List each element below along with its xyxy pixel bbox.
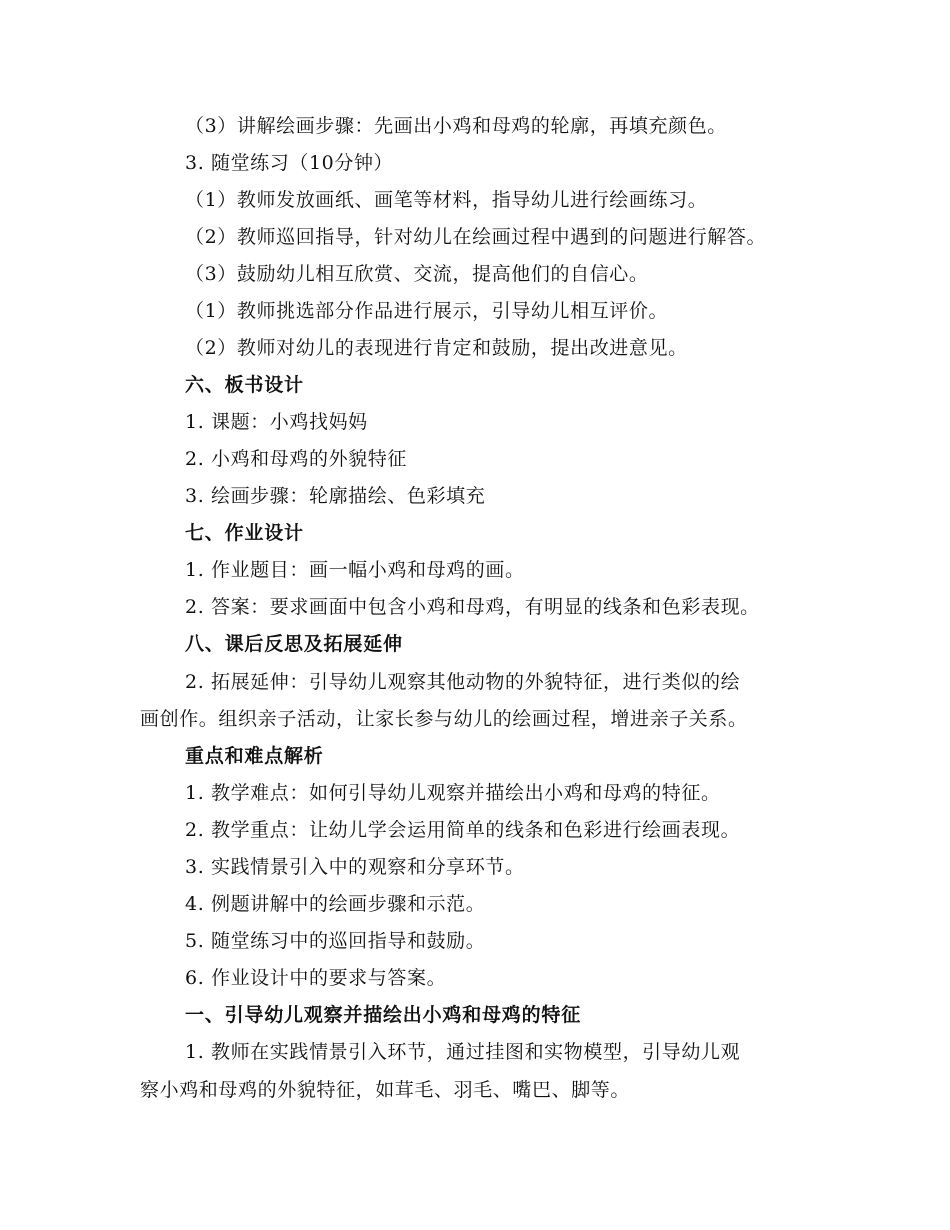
board-item-1: 1. 课题：小鸡找妈妈 bbox=[185, 411, 368, 433]
key-point-3: 3. 实践情景引入中的观察和分享环节。 bbox=[185, 856, 525, 878]
homework-item-1: 1. 作业题目：画一幅小鸡和母鸡的画。 bbox=[185, 559, 525, 581]
practice-item-3: （3）鼓励幼儿相互欣赏、交流，提高他们的自信心。 bbox=[185, 263, 649, 285]
key-point-2: 2. 教学重点：让幼儿学会运用简单的线条和色彩进行绘画表现。 bbox=[185, 819, 741, 841]
key-point-4: 4. 例题讲解中的绘画步骤和示范。 bbox=[185, 893, 486, 915]
display-item-2: （2）教师对幼儿的表现进行肯定和鼓励，提出改进意见。 bbox=[185, 337, 688, 359]
observe-paragraph-line-2: 察小鸡和母鸡的外貌特征，如茸毛、羽毛、嘴巴、脚等。 bbox=[140, 1079, 631, 1101]
heading-observe-features: 一、引导幼儿观察并描绘出小鸡和母鸡的特征 bbox=[185, 1004, 582, 1026]
practice-section-title: 3. 随堂练习（10分钟） bbox=[185, 152, 394, 174]
display-item-1: （1）教师挑选部分作品进行展示，引导幼儿相互评价。 bbox=[185, 300, 669, 322]
heading-homework-design: 七、作业设计 bbox=[185, 522, 304, 544]
board-item-2: 2. 小鸡和母鸡的外貌特征 bbox=[185, 448, 407, 470]
extension-paragraph-line-2: 画创作。组织亲子活动，让家长参与幼儿的绘画过程，增进亲子关系。 bbox=[140, 708, 748, 730]
practice-item-1: （1）教师发放画纸、画笔等材料，指导幼儿进行绘画练习。 bbox=[185, 189, 708, 211]
extension-paragraph-line-1: 2. 拓展延伸：引导幼儿观察其他动物的外貌特征，进行类似的绘 bbox=[185, 671, 741, 693]
board-item-3: 3. 绘画步骤：轮廓描绘、色彩填充 bbox=[185, 485, 486, 507]
step-3-drawing-steps: （3）讲解绘画步骤：先画出小鸡和母鸡的轮廓，再填充颜色。 bbox=[185, 115, 727, 137]
key-point-6: 6. 作业设计中的要求与答案。 bbox=[185, 967, 447, 989]
key-point-1: 1. 教学难点：如何引导幼儿观察并描绘出小鸡和母鸡的特征。 bbox=[185, 782, 721, 804]
practice-item-2: （2）教师巡回指导，针对幼儿在绘画过程中遇到的问题进行解答。 bbox=[185, 226, 767, 248]
heading-reflection: 八、课后反思及拓展延伸 bbox=[185, 633, 403, 655]
key-point-5: 5. 随堂练习中的巡回指导和鼓励。 bbox=[185, 930, 486, 952]
heading-board-design: 六、板书设计 bbox=[185, 374, 304, 396]
observe-paragraph-line-1: 1. 教师在实践情景引入环节，通过挂图和实物模型，引导幼儿观 bbox=[185, 1041, 741, 1063]
heading-key-points: 重点和难点解析 bbox=[185, 745, 324, 767]
homework-item-2: 2. 答案：要求画面中包含小鸡和母鸡，有明显的线条和色彩表现。 bbox=[185, 596, 760, 618]
